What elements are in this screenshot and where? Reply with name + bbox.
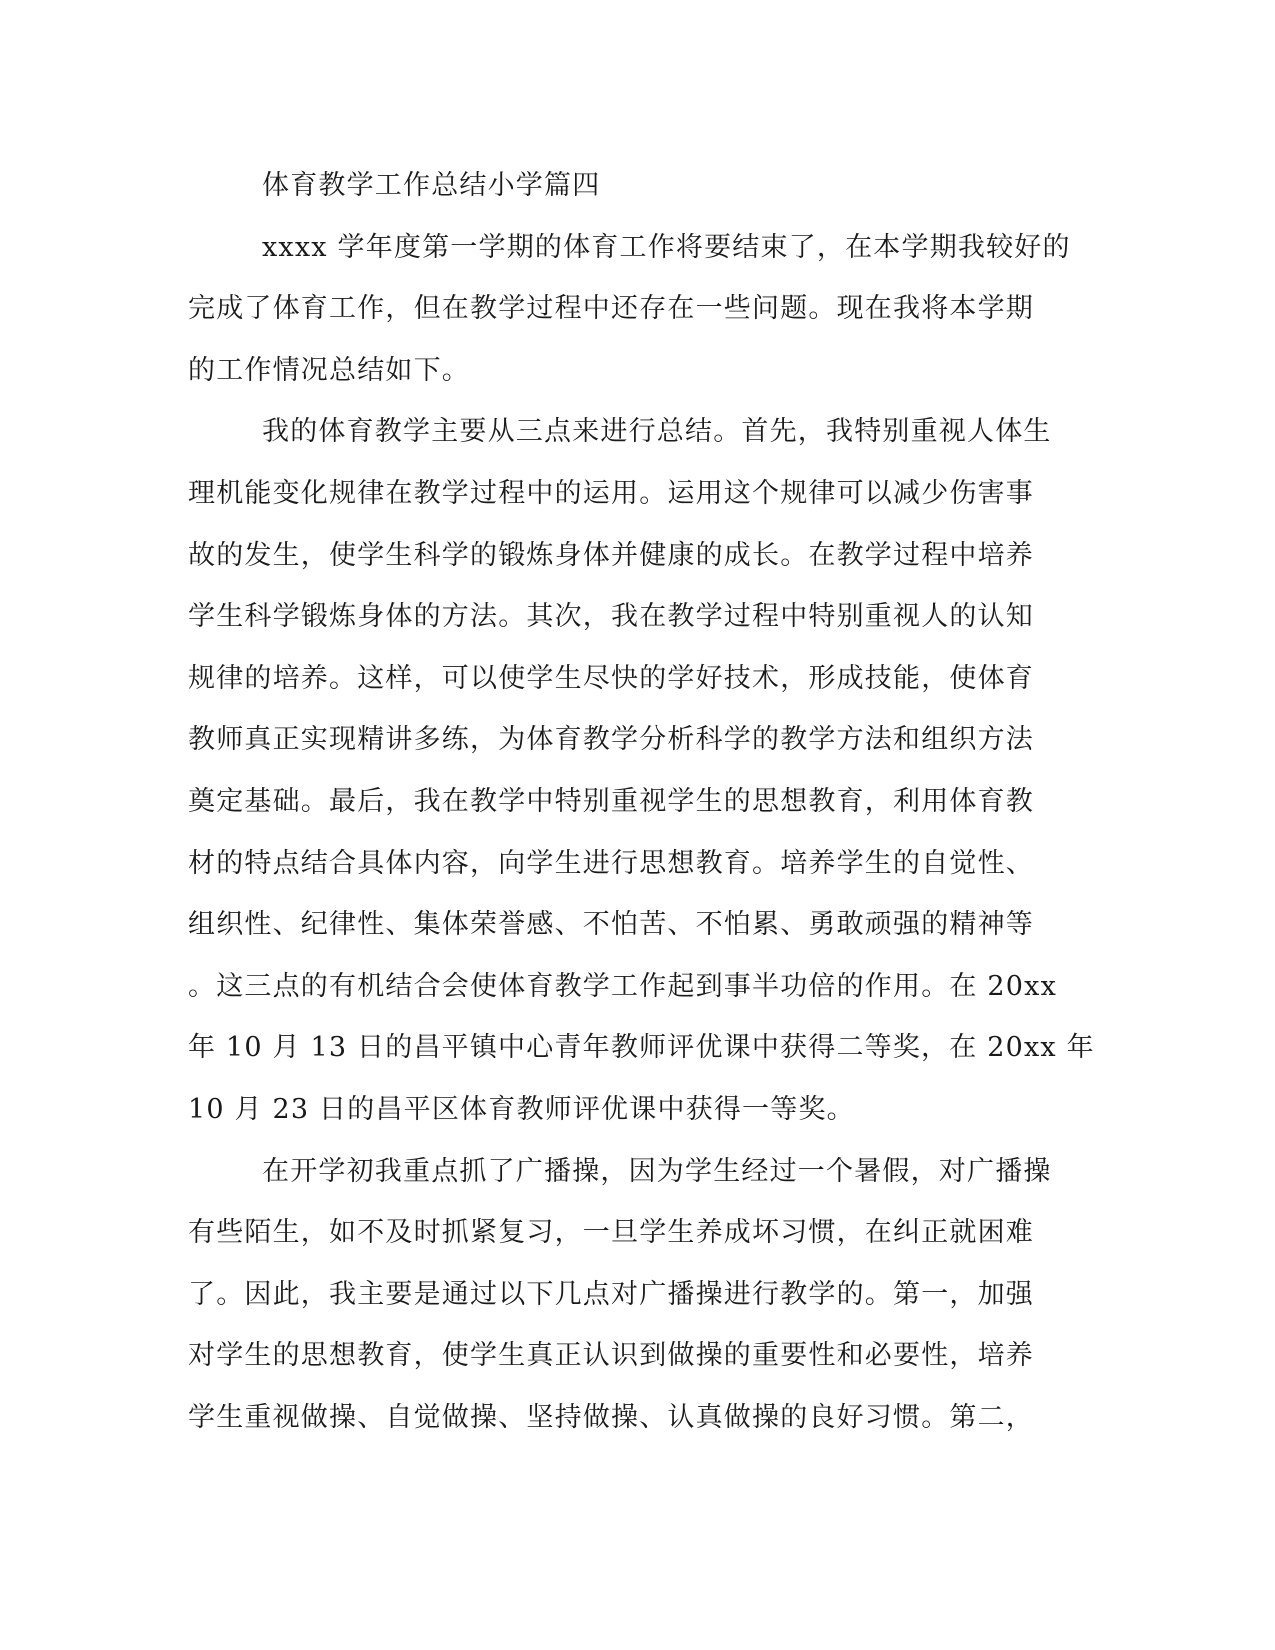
- text-line: 理机能变化规律在教学过程中的运用。运用这个规律可以减少伤害事: [188, 477, 1034, 509]
- text-line: 故的发生，使学生科学的锻炼身体并健康的成长。在教学过程中培养: [188, 539, 1034, 571]
- text-line: 在开学初我重点抓了广播操，因为学生经过一个暑假，对广播操: [262, 1155, 1052, 1187]
- text-line: 10 月 23 日的昌平区体育教师评优课中获得一等奖。: [188, 1093, 855, 1125]
- text-line: 。这三点的有机结合会使体育教学工作起到事半功倍的作用。在 20xx: [188, 970, 1057, 1002]
- text-line: 完成了体育工作，但在教学过程中还存在一些问题。现在我将本学期: [188, 293, 1034, 325]
- text-line: 规律的培养。这样，可以使学生尽快的学好技术，形成技能，使体育: [188, 662, 1034, 694]
- text-line: xxxx 学年度第一学期的体育工作将要结束了，在本学期我较好的: [262, 231, 1071, 263]
- text-line: 了。因此，我主要是通过以下几点对广播操进行教学的。第一，加强: [188, 1278, 1034, 1310]
- text-line: 教师真正实现精讲多练，为体育教学分析科学的教学方法和组织方法: [188, 724, 1034, 756]
- text-line: 奠定基础。最后，我在教学中特别重视学生的思想教育，利用体育教: [188, 785, 1034, 817]
- text-line: 我的体育教学主要从三点来进行总结。首先，我特别重视人体生: [262, 416, 1052, 448]
- document-title: 体育教学工作总结小学篇四: [262, 170, 601, 201]
- text-line: 年 10 月 13 日的昌平镇中心青年教师评优课中获得二等奖，在 20xx 年: [188, 1032, 1095, 1064]
- text-line: 有些陌生，如不及时抓紧复习，一旦学生养成坏习惯，在纠正就困难: [188, 1217, 1034, 1249]
- text-line: 组织性、纪律性、集体荣誉感、不怕苦、不怕累、勇敢顽强的精神等: [188, 909, 1034, 941]
- text-line: 材的特点结合具体内容，向学生进行思想教育。培养学生的自觉性、: [188, 847, 1034, 879]
- text-line: 的工作情况总结如下。: [188, 354, 470, 386]
- text-line: 对学生的思想教育，使学生真正认识到做操的重要性和必要性，培养: [188, 1340, 1034, 1372]
- text-line: 学生重视做操、自觉做操、坚持做操、认真做操的良好习惯。第二，: [188, 1401, 1034, 1433]
- document-body: [188, 166, 1095, 1459]
- text-line: 学生科学锻炼身体的方法。其次，我在教学过程中特别重视人的认知: [188, 601, 1034, 633]
